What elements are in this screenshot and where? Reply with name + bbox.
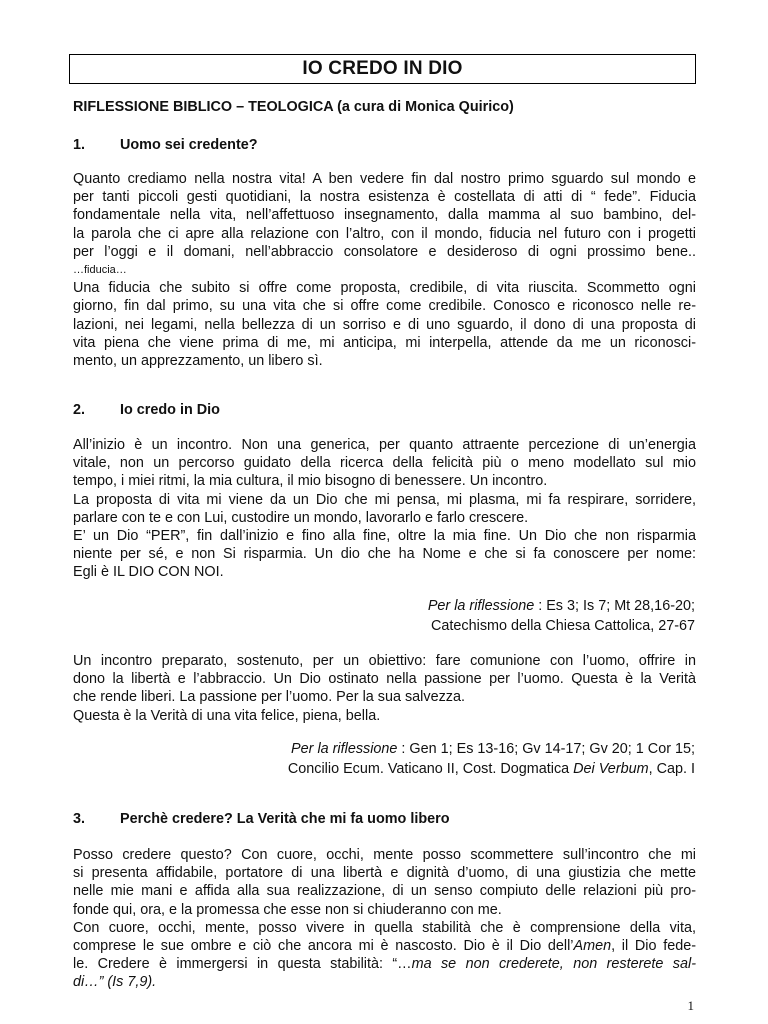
- text-line: nelle mie mani e affida alla sua realizzazione, di un senso compiuto delle relazioni più pro-: [73, 883, 696, 900]
- emphasis-amen: Amen: [573, 938, 612, 955]
- text-line: [73, 973, 696, 991]
- text-line: vita piena che viene prima di me, mi anticipa, mi interpella, attende da me un riconosci-: [73, 334, 696, 351]
- reference-text: : Gen 1; Es 13-16; Gv 14-17; Gv 20; 1 Cor 15;: [397, 741, 695, 757]
- section-2-heading: [73, 402, 220, 418]
- text-line: la parola che ci apre alla relazione con l’altro, con il mondo, fiducia nel futuro con i progetti: [73, 225, 696, 242]
- text-line: Questa è la Verità di una vita felice, piena, bella.: [73, 707, 381, 724]
- section-3-paragraph: [73, 846, 696, 992]
- section-1-paragraph: [73, 170, 696, 370]
- text-segment: comprese le sue ombre e ciò che ancora mi è nascosto. Dio è il Dio dell’: [73, 938, 574, 955]
- section-2-paragraph-2: [73, 652, 696, 725]
- text-line: [73, 955, 696, 973]
- quote-italic-end: di…” (Is 7,9).: [73, 974, 157, 991]
- text-line: lazioni, nei legami, nella bellezza di un sorriso e di uno sguardo, il dono di una proposta di: [73, 316, 696, 333]
- section-number: 3.: [73, 811, 86, 827]
- text-line: E’ un Dio “PER”, fin dall’inizio e fino alla fine, oltre la mia fine. Un Dio che non risparmia: [73, 528, 696, 545]
- section-title: Uomo sei credente?: [120, 137, 258, 153]
- page-title: IO CREDO IN DIO: [302, 58, 463, 79]
- text-line: Una fiducia che subito si offre come proposta, credibile, di vita riuscita. Scommetto ogni: [73, 280, 696, 297]
- text-segment: , il Dio fede-: [611, 938, 697, 955]
- reference-label: Per la riflessione: [427, 598, 535, 614]
- text-line: mento, un apprezzamento, un libero sì.: [73, 353, 323, 370]
- reference-label: Per la riflessione: [291, 741, 398, 757]
- section-number: 2.: [73, 402, 86, 418]
- text-line: si presenta affidabile, portatore di una libertà e dignità d’uomo, di una giustizia che mette: [73, 865, 696, 882]
- text-segment: le. Credere è immergersi in questa stabilità: “…: [73, 956, 412, 973]
- page-number: 1: [687, 998, 694, 1013]
- section-title: Perchè credere? La Verità che mi fa uomo libero: [120, 811, 450, 827]
- text-line: dono la libertà e l’abbraccio. Un Dio ostinato nella passione per l’uomo. Questa è la Verità: [73, 671, 696, 688]
- text-line: per tanti piccoli gesti quotidiani, la nostra esistenza è costellata di atti di “ fede”. Fiducia: [73, 189, 696, 206]
- subtitle: RIFLESSIONE BIBLICO – TEOLOGICA (a cura di Monica Quirico): [73, 99, 514, 115]
- section-number: 1.: [73, 137, 86, 153]
- section-title: Io credo in Dio: [120, 402, 220, 418]
- reference-block-1: [428, 596, 695, 636]
- section-3-heading: [73, 811, 450, 827]
- title-box: [69, 54, 696, 84]
- text-line: fondamentale nella vita, nell’affettuoso insegnamento, dalla mamma al suo bambino, del-: [73, 207, 696, 224]
- text-line: La proposta di vita mi viene da un Dio che mi pensa, mi plasma, mi fa respirare, sorridere,: [73, 491, 696, 508]
- text-line: vitale, non un percorso guidato della ricerca della felicità più o meno modellato sul mio: [73, 455, 696, 472]
- quote-italic: ma se non crederete, non resterete sal-: [411, 956, 696, 973]
- text-line: niente per sé, e non Si risparmia. Un dio che ha Nome e che si fa conoscere per nome:: [73, 546, 696, 563]
- text-line: per l’oggi e il domani, nell’abbraccio consolatore e desideroso di ogni prossimo bene..: [73, 243, 696, 260]
- text-line: tempo, i miei ritmi, la mia cultura, il mio bisogno di benessere. Un incontro.: [73, 473, 548, 490]
- text-line: Posso credere questo? Con cuore, occhi, mente posso scommettere sull’incontro che mi: [73, 847, 696, 863]
- text-line: Quanto crediamo nella nostra vita! A ben vedere fin dal nostro primo sguardo sul mondo e: [73, 171, 696, 187]
- text-line: parlare con te e con Lui, custodire un mondo, lavorarlo e farlo crescere.: [73, 509, 529, 526]
- text-line: che rende liberi. La passione per l’uomo. Per la sua salvezza.: [73, 689, 465, 706]
- reference-line: Concilio Ecum. Vaticano II, Cost. Dogmatica: [287, 761, 574, 777]
- reference-title: Dei Verbum: [573, 761, 649, 777]
- section-1-heading: [73, 137, 258, 153]
- text-line: fonde qui, ora, e la promessa che esse non si chiuderanno con me.: [73, 901, 502, 918]
- reference-line: Catechismo della Chiesa Cattolica, 27-67: [431, 618, 695, 634]
- text-line: …fiducia…: [73, 264, 127, 277]
- reference-block-2: [288, 739, 695, 779]
- text-line: Un incontro preparato, sostenuto, per un obiettivo: fare comunione con l’uomo, offrire in: [73, 653, 696, 669]
- text-line: [73, 937, 696, 955]
- section-2-paragraph: [73, 436, 696, 582]
- reference-line-end: , Cap. I: [648, 761, 695, 777]
- text-line: Egli è IL DIO CON NOI.: [73, 564, 224, 581]
- text-line: giorno, fin dal primo, su una vita che si offre come credibile. Conosco e riconosco nelle re-: [73, 298, 696, 315]
- text-line: Con cuore, occhi, mente, posso vivere in quella stabilità che è comprensione della vita,: [73, 919, 696, 936]
- reference-text: : Es 3; Is 7; Mt 28,16-20;: [534, 598, 695, 614]
- text-line: All’inizio è un incontro. Non una generica, per quanto attraente percezione di un’energia: [73, 437, 696, 453]
